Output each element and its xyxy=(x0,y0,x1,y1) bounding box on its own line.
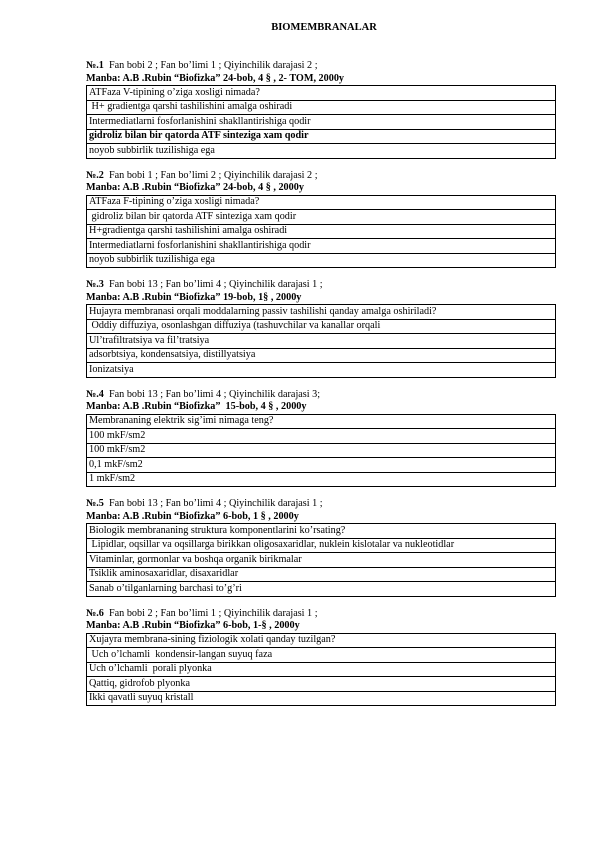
question-text: ATFaza V-tipining o’ziga xosligi nimada? xyxy=(87,86,556,101)
question-text: ATFaza F-tipining o’ziga xosligi nimada? xyxy=(87,195,556,210)
question-block xyxy=(86,279,556,378)
answer-option: Tsiklik aminosaxaridlar, disaxaridlar xyxy=(87,567,556,582)
question-list xyxy=(86,60,556,706)
answer-option: 0,1 mkF/sm2 xyxy=(87,458,556,473)
answer-table xyxy=(86,85,556,159)
answer-row xyxy=(87,115,556,130)
document-title: BIOMEMBRANALAR xyxy=(271,22,377,33)
question-header xyxy=(86,170,556,183)
question-header xyxy=(86,498,556,511)
question-meta: Fan bobi 2 ; Fan bo’limi 1 ; Qiyinchilik darajasi 2 ; xyxy=(103,60,318,72)
answer-option: H+ gradientga qarshi tashilishini amalga oshiradi xyxy=(87,100,556,115)
question-row xyxy=(87,195,556,210)
answer-row xyxy=(87,348,556,363)
question-row xyxy=(87,86,556,101)
answer-table xyxy=(86,633,556,707)
answer-row xyxy=(87,553,556,568)
question-row xyxy=(87,305,556,320)
answer-option: gidroliz bilan bir qatorda ATF sinteziga xam qodir xyxy=(87,129,556,144)
answer-option: adsorbtsiya, kondensatsiya, distillyatsiya xyxy=(87,348,556,363)
answer-option: Ikki qavatli suyuq kristall xyxy=(87,691,556,706)
answer-option: noyob subbirlik tuzilishiga ega xyxy=(87,253,556,268)
question-block xyxy=(86,389,556,488)
answer-option: Intermediatlarni fosforlanishini shakllantirishiga qodir xyxy=(87,239,556,254)
question-text: Hujayra membranasi orqali moddalarning passiv tashilishi qanday amalga oshiriladi? xyxy=(87,305,556,320)
answer-option: Qattiq, gidrofob plyonka xyxy=(87,677,556,692)
answer-table xyxy=(86,304,556,378)
answer-table xyxy=(86,195,556,269)
question-header xyxy=(86,279,556,292)
answer-option: Intermediatlarni fosforlanishini shakllantirishiga qodir xyxy=(87,115,556,130)
answer-row xyxy=(87,691,556,706)
answer-option: Oddiy diffuziya, osonlashgan diffuziya (tashuvchilar va kanallar orqali xyxy=(87,319,556,334)
answer-row xyxy=(87,429,556,444)
answer-row xyxy=(87,100,556,115)
answer-row xyxy=(87,567,556,582)
answer-option: Ionizatsiya xyxy=(87,363,556,378)
question-block xyxy=(86,498,556,597)
answer-option: Vitaminlar, gormonlar va boshqa organik birikmalar xyxy=(87,553,556,568)
question-block xyxy=(86,60,556,159)
answer-row xyxy=(87,224,556,239)
answer-option: Ul’trafiltratsiya va fil’tratsiya xyxy=(87,334,556,349)
answer-row xyxy=(87,210,556,225)
answer-option: 100 mkF/sm2 xyxy=(87,429,556,444)
question-block xyxy=(86,608,556,707)
question-number: №.2 xyxy=(86,169,104,181)
question-source: Manba: A.B .Rubin “Biofizka” 19-bob, 1§ , 2000y xyxy=(86,291,302,303)
answer-row xyxy=(87,319,556,334)
question-source: Manba: A.B .Rubin “Biofizka” 6-bob, 1-§ , 2000y xyxy=(86,620,300,632)
question-meta: Fan bobi 13 ; Fan bo’limi 4 ; Qiyinchilik darajasi 1 ; xyxy=(103,279,323,291)
answer-option: 1 mkF/sm2 xyxy=(87,472,556,487)
question-row xyxy=(87,633,556,648)
answer-option: Lipidlar, oqsillar va oqsillarga birikkan oligosaxaridlar, nuklein kislotalar va nukleotidlar xyxy=(87,538,556,553)
answer-row xyxy=(87,363,556,378)
answer-row xyxy=(87,334,556,349)
answer-row xyxy=(87,648,556,663)
question-number: №.5 xyxy=(86,498,104,510)
question-header xyxy=(86,389,556,402)
question-source: Manba: A.B .Rubin “Biofizka” 15-bob, 4 § , 2000y xyxy=(86,401,307,413)
answer-option: 100 mkF/sm2 xyxy=(87,443,556,458)
answer-row xyxy=(87,472,556,487)
answer-option: noyob subbirlik tuzilishiga ega xyxy=(87,144,556,159)
answer-option: H+gradientga qarshi tashilishini amalga oshiradi xyxy=(87,224,556,239)
answer-row xyxy=(87,253,556,268)
question-meta: Fan bobi 13 ; Fan bo’limi 4 ; Qiyinchilik darajasi 1 ; xyxy=(103,498,323,510)
answer-row xyxy=(87,538,556,553)
answer-row xyxy=(87,677,556,692)
question-row xyxy=(87,524,556,539)
answer-row xyxy=(87,239,556,254)
question-number: №.1 xyxy=(86,60,104,72)
question-meta: Fan bobi 2 ; Fan bo’limi 1 ; Qiyinchilik darajasi 1 ; xyxy=(103,607,318,619)
question-number: №.4 xyxy=(86,388,104,400)
question-meta: Fan bobi 13 ; Fan bo’limi 4 ; Qiyinchilik darajasi 3; xyxy=(103,388,321,400)
question-source: Manba: A.B .Rubin “Biofizka” 6-bob, 1 § , 2000y xyxy=(86,510,299,522)
question-text: Biologik membrananing struktura komponentlarini ko’rsating? xyxy=(87,524,556,539)
question-number: №.3 xyxy=(86,279,104,291)
question-meta: Fan bobi 1 ; Fan bo’limi 2 ; Qiyinchilik darajasi 2 ; xyxy=(103,169,318,181)
answer-row xyxy=(87,443,556,458)
answer-option: gidroliz bilan bir qatorda ATF sinteziga xam qodir xyxy=(87,210,556,225)
answer-option: Uch o’lchamli kondensir-langan suyuq faza xyxy=(87,648,556,663)
question-source: Manba: A.B .Rubin “Biofizka” 24-bob, 4 § , 2- TOM, 2000y xyxy=(86,72,345,84)
answer-table xyxy=(86,523,556,597)
question-source: Manba: A.B .Rubin “Biofizka” 24-bob, 4 § , 2000y xyxy=(86,182,304,194)
question-block xyxy=(86,170,556,269)
answer-row xyxy=(87,144,556,159)
answer-row xyxy=(87,458,556,473)
answer-row xyxy=(87,662,556,677)
question-header xyxy=(86,60,556,73)
answer-option: Uch o’lchamli porali plyonka xyxy=(87,662,556,677)
answer-table xyxy=(86,414,556,488)
question-text: Xujayra membrana-sining fiziologik xolati qanday tuzilgan? xyxy=(87,633,556,648)
question-text: Membrananing elektrik sig’imi nimaga teng? xyxy=(87,414,556,429)
question-row xyxy=(87,414,556,429)
question-header xyxy=(86,608,556,621)
answer-row xyxy=(87,582,556,597)
question-number: №.6 xyxy=(86,607,104,619)
answer-option: Sanab o’tilganlarning barchasi to’g’ri xyxy=(87,582,556,597)
answer-row xyxy=(87,129,556,144)
